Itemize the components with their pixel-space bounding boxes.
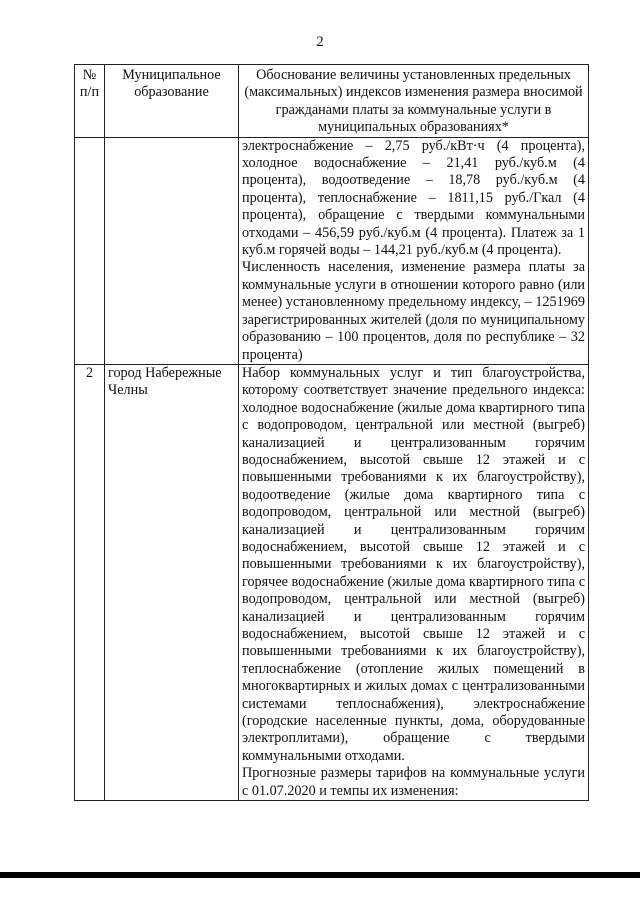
row-justification [239, 137, 589, 364]
justification-paragraph: электроснабжение – 2,75 руб./кВт·ч (4 процента), холодное водоснабжение – 21,41 руб./куб.м (4 процента), водоотведение – 18,78 руб./куб.м (4 процента), теплоснабжение – 1811,15 руб./Гкал (4 процента), обращение с твердыми коммунальными отходами – 456,59 руб./куб.м (4 процента). Платеж за 1 куб.м горячей воды – 144,21 руб./куб.м (4 процента). [242, 137, 585, 259]
table-row [75, 137, 589, 364]
justification-paragraph: Набор коммунальных услуг и тип благоустройства, которому соответствует значение предельного индекса: холодное водоснабжение (жилые дома квартирного типа с водопроводом, центральной или местной (выгреб) канализацией и централизованным горячим водоснабжением, высотой свыше 12 этажей и с повышенными требованиями к их благоустройству), водоотведение (жилые дома квартирного типа с водопроводом, центральной или местной (выгреб) канализацией и централизованным горячим водоснабжением, высотой свыше 12 этажей и с повышенными требованиями к их благоустройству), горячее водоснабжение (жилые дома квартирного типа с водопроводом, центральной или местной (выгреб) канализацией и централизованным горячим водоснабжением, высотой свыше 12 этажей и с повышенными требованиями к их благоустройству), теплоснабжение (отопление жилых помещений в многоквартирных и жилых домах с централизованными системами теплоснабжения), электроснабжение (городские населенные пункты, дома, оборудованные электроплитами), обращение с твердыми коммунальными отходами. [242, 364, 585, 764]
header-municipality: Муниципальное образование [105, 65, 239, 138]
justification-table [74, 64, 589, 801]
table-header-row [75, 65, 589, 138]
scan-edge-band [0, 872, 640, 878]
row-municipality: город Набережные Челны [105, 364, 239, 800]
header-justification: Обоснование величины установленных предельных (максимальных) индексов изменения размера вносимой гражданами платы за коммунальные услуги в муниципальных образованиях* [239, 65, 589, 138]
page-number: 2 [316, 34, 324, 50]
row-num [75, 137, 105, 364]
row-justification [239, 364, 589, 800]
justification-paragraph: Численность населения, изменение размера платы за коммунальные услуги в отношении которого равно (или менее) установленному предельному индексу, – 1251969 зарегистрированных жителей (доля по муниципальному образованию – 100 процентов, доля по республике – 32 процента) [242, 259, 585, 363]
row-municipality [105, 137, 239, 364]
justification-paragraph: Прогнозные размеры тарифов на коммунальные услуги с 01.07.2020 и темпы их изменения: [242, 765, 585, 799]
header-num: № п/п [75, 65, 105, 138]
table-row [75, 364, 589, 800]
row-num: 2 [75, 364, 105, 800]
